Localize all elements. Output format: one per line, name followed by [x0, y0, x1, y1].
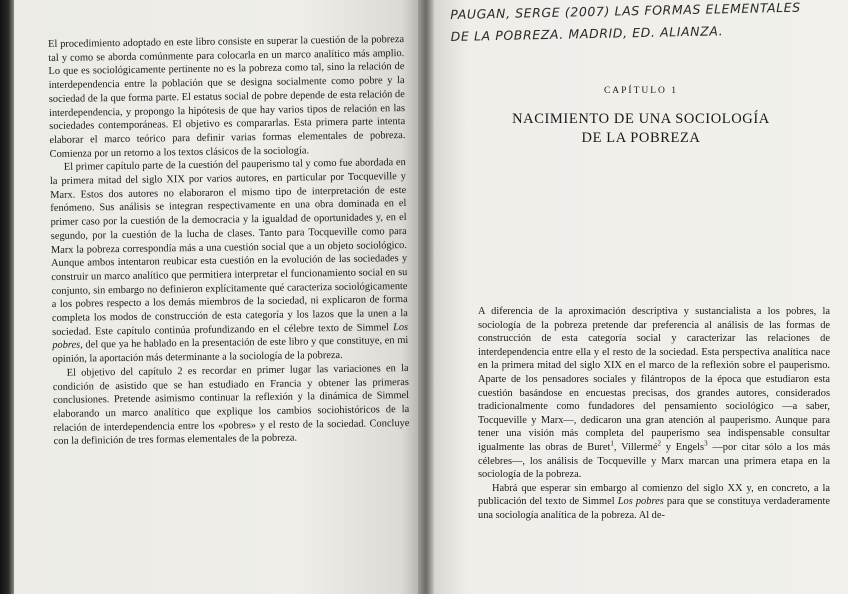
- left-paragraph-1: El procedimiento adoptado en este libro consiste en superar la cuestión de la pobreza tal y como se aborda comúnmente para colocarla en un marco analítico más amplio. Lo que es sociológicamente pertinente no es la pobreza como tal, sino la relación de interdependencia entre la población que se designa socialmente como pobre y la sociedad de la que forma parte. El estatus social de pobre depende de esta relación de interdependencia, y propongo la hipótesis de que hay varios tipos de relación en las sociedades contemporáneas. El objetivo es compararlas. Esta primera parte intenta elaborar el marco teórico para definir varias formas elementales de pobreza. Comienza por un retorno a los textos clásicos de la sociología.: [48, 34, 406, 160]
- left-paragraph-2-start: El primer capítulo parte de la cuestión del pauperismo tal y como fue abordada en la primera mitad del siglo XIX por varios autores, en particular por Tocqueville y Marx. Estos dos autores no elaboraron el mismo tipo de interpretación de este fenómeno. Sus análisis se integran respectivamente en una obra dominada en el primer caso por la cuestión de la democracia y la igualdad de oportunidades y, en el segundo, por la cuestión de la lucha de clases. Tanto para Tocqueville como para Marx la pobreza correspondía más a una cuestión social que a un objeto sociológico. Aunque ambos intentaron reubicar esta cuestión en la evolución de las sociedades y construir un marco analítico que permitiera interpretar el funcionamiento social en su conjunto, sin embargo no definieron explícitamente qué caracteriza sociológicamente a los pobres respecto a los demás miembros de la sociedad, ni explicaron de forma completa los modos de construcción de esta categoría y los lazos que la unen a la sociedad. Este capítulo continúa profundizando en el célebre texto de Simmel: [49, 157, 408, 338]
- right-paragraph-2-start: Habrá que esperar sin embargo al comienzo del siglo XX y, en concreto, a la publicación del texto de Simmel: [478, 482, 830, 508]
- book-title-los-pobres-2: Los pobres: [617, 496, 664, 508]
- right-paragraph-1-part-b: , Villermé: [613, 441, 658, 453]
- right-paragraph-1-part-c: y Engels: [660, 441, 705, 453]
- handwritten-line-1: PAUGAN, SERGE (2007) LAS FORMAS ELEMENTALES: [450, 0, 801, 22]
- handwritten-citation: [450, 0, 841, 48]
- chapter-title: [434, 110, 848, 148]
- chapter-title-line-2: DE LA POBREZA: [581, 130, 701, 146]
- book-gutter: [418, 0, 434, 594]
- chapter-label: CAPÍTULO 1: [603, 86, 679, 96]
- chapter-title-line-1: NACIMIENTO DE UNA SOCIOLOGÍA: [512, 111, 770, 127]
- footnote-ref-1: 1: [610, 439, 614, 448]
- book-title-los-pobres: Los pobres: [52, 321, 409, 352]
- left-page-text: [48, 33, 410, 449]
- right-paragraph-1-part-d: —por citar sólo a los más célebres—, los análisis de Tocqueville y Marx marcan una primera etapa en la sociología de la pobreza.: [478, 441, 830, 481]
- right-page-text: [478, 305, 830, 523]
- right-paragraph-2: [478, 482, 830, 523]
- left-paragraph-2-end: , del que ya he hablado en la presentación de este libro y que constituye, en mi opinión, la aportación más determinante a la sociología de la pobreza.: [52, 335, 409, 366]
- handwritten-line-2: DE LA POBREZA. MADRID, ED. ALIANZA.: [450, 23, 724, 44]
- scan-edge-shadow: [0, 0, 14, 594]
- right-paragraph-1-part-a: A diferencia de la aproximación descriptiva y sustancialista a los pobres, la sociología de la pobreza pretende dar preferencia al análisis de las formas de construcción de esta categoría social y caracterizar las relaciones de interdependencia entre ella y el resto de la sociedad. Esta perspectiva analítica nace en la primera mitad del siglo XIX en el marco de la reflexión sobre el pauperismo. Aparte de los pensadores sociales y filántropos de la época que estudiaron esta cuestión basándose en encuestas precisas, dos grandes autores, considerados tradicionalmente como fundadores del pensamiento sociológico —a saber, Tocqueville y Marx—, dedicaron una gran atención al pauperismo. Aunque para tener una visión más completa del pauperismo sea indispensable consultar igualmente las obras de Buret: [478, 306, 830, 453]
- footnote-ref-3: 3: [704, 439, 708, 448]
- right-paragraph-1: [478, 305, 830, 482]
- right-paragraph-2-end: para que se constituya verdaderamente una sociología analítica de la pobreza. Al de-: [478, 496, 830, 521]
- left-paragraph-2: [50, 156, 409, 366]
- footnote-ref-2: 2: [657, 439, 661, 448]
- left-paragraph-3: El objetivo del capítulo 2 es recordar en primer lugar las variaciones en la condición de asistido que se han estudiado en Francia y obtener las primeras conclusiones. Pretende asimismo continuar la reflexión y la dinámica de Simmel elaborando un marco analítico que explique los cambios sociohistóricos de la relación de interdependencia entre los «pobres» y el resto de la sociedad. Concluye con la definición de tres formas elementales de la pobreza.: [52, 362, 410, 448]
